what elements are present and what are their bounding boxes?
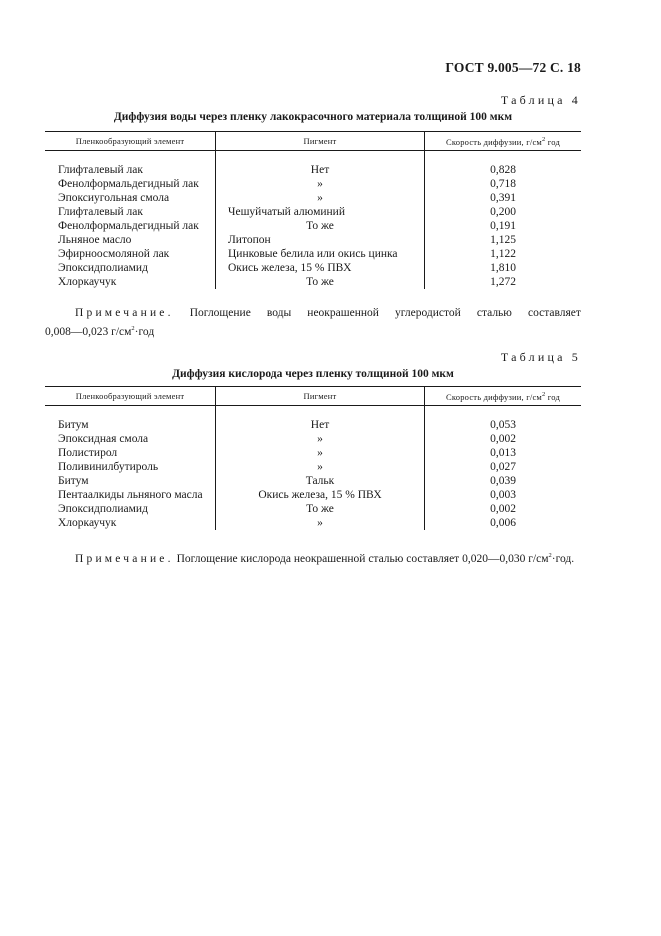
table4-cell-pigment: То же bbox=[216, 275, 425, 289]
table4-cell-rate: 0,828 bbox=[490, 164, 516, 176]
table5-cell-rate: 0,053 bbox=[490, 419, 516, 431]
table-row bbox=[45, 502, 581, 516]
table4-note-line1 bbox=[45, 306, 581, 321]
table5-cell-pigment: » bbox=[216, 460, 425, 474]
table5 bbox=[45, 386, 581, 530]
table-row bbox=[45, 516, 581, 530]
table4-cell-rate: 1,272 bbox=[490, 276, 516, 288]
table5-col-element: Пленкообразующий элемент bbox=[45, 387, 216, 406]
table4-note-line2-exp: 2 bbox=[131, 325, 135, 332]
table5-note-heading: Примечание. bbox=[75, 552, 174, 565]
table-row bbox=[45, 488, 581, 502]
table5-col-rate-suffix: год bbox=[545, 391, 560, 402]
table5-title: Диффузия кислорода через пленку толщиной 100 мкм bbox=[172, 368, 454, 380]
table4-note-word: неокрашенной bbox=[307, 307, 379, 319]
table4-cell-rate: 0,200 bbox=[490, 206, 516, 218]
table4-note-heading: Примечание. bbox=[75, 307, 174, 319]
table4-cell-element: Глифталевый лак bbox=[45, 163, 216, 177]
table5-note-exp: 2 bbox=[548, 552, 552, 559]
table-row bbox=[45, 474, 581, 488]
table4-note-line2-suffix: ·год bbox=[134, 325, 155, 338]
table5-col-pigment: Пигмент bbox=[216, 387, 425, 406]
table4-col-rate-suffix: год bbox=[545, 136, 560, 147]
table-row bbox=[45, 460, 581, 474]
table4-cell-pigment: » bbox=[216, 177, 425, 191]
table5-cell-rate: 0,013 bbox=[490, 447, 516, 459]
table5-note bbox=[45, 548, 581, 567]
table4-cell-rate: 0,391 bbox=[490, 192, 516, 204]
table4-cell-element: Хлоркаучук bbox=[45, 275, 216, 289]
table4-cell-element: Эфирноосмоляной лак bbox=[45, 247, 216, 261]
table4-col-pigment: Пигмент bbox=[216, 132, 425, 151]
table5-col-rate bbox=[425, 387, 582, 406]
table4-col-rate bbox=[425, 132, 582, 151]
table-row bbox=[45, 205, 581, 219]
table5-cell-element: Эпоксидполиамид bbox=[45, 502, 216, 516]
table5-cell-rate: 0,002 bbox=[490, 503, 516, 515]
table4-note-word: углеродистой bbox=[394, 307, 461, 319]
table5-cell-rate: 0,006 bbox=[490, 517, 516, 529]
table5-cell-pigment: То же bbox=[216, 502, 425, 516]
table-row bbox=[45, 418, 581, 432]
table-row bbox=[45, 219, 581, 233]
table4-cell-pigment: Цинковые белила или окись цинка bbox=[216, 247, 425, 261]
table4-cell-element: Эпоксидполиамид bbox=[45, 261, 216, 275]
table5-cell-pigment: Тальк bbox=[216, 474, 425, 488]
table5-label: Таблица 5 bbox=[500, 350, 581, 364]
table5-cell-rate: 0,003 bbox=[490, 489, 516, 501]
table-row bbox=[45, 446, 581, 460]
table-row bbox=[45, 275, 581, 289]
table4-spacer bbox=[45, 151, 581, 164]
table4-cell-element: Фенолформальдегидный лак bbox=[45, 177, 216, 191]
table-row bbox=[45, 261, 581, 275]
table4-cell-rate: 0,718 bbox=[490, 178, 516, 190]
table5-spacer bbox=[45, 406, 581, 419]
table5-col-rate-prefix: Скорость диффузии, г/см bbox=[446, 391, 542, 402]
table-row bbox=[45, 191, 581, 205]
table5-cell-rate: 0,002 bbox=[490, 433, 516, 445]
table5-note-suffix: ·год. bbox=[551, 552, 575, 565]
table4-note-word: Поглощение bbox=[189, 307, 251, 319]
table-row bbox=[45, 177, 581, 191]
table5-cell-pigment: » bbox=[216, 516, 425, 530]
table4-note-word: сталью bbox=[476, 307, 512, 319]
table4-cell-element: Глифталевый лак bbox=[45, 205, 216, 219]
table4-title: Диффузия воды через пленку лакокрасочного материала толщиной 100 мкм bbox=[113, 111, 513, 123]
table5-cell-element: Эпоксидная смола bbox=[45, 432, 216, 446]
table5-cell-pigment: » bbox=[216, 446, 425, 460]
table5-cell-rate: 0,039 bbox=[490, 475, 516, 487]
table4-col-rate-exp: 2 bbox=[542, 135, 546, 143]
table5-cell-element: Битум bbox=[45, 474, 216, 488]
table5-cell-element: Полистирол bbox=[45, 446, 216, 460]
table5-cell-element: Битум bbox=[45, 418, 216, 432]
table4-cell-pigment: Литопон bbox=[216, 233, 425, 247]
table-row bbox=[45, 432, 581, 446]
table4-note-line2 bbox=[45, 321, 581, 340]
table5-cell-element: Поливинилбутироль bbox=[45, 460, 216, 474]
table4-note-line2-prefix: 0,008—0,023 г/см bbox=[45, 325, 132, 338]
table4-cell-element: Эпоксиугольная смола bbox=[45, 191, 216, 205]
table4-cell-element: Фенолформальдегидный лак bbox=[45, 219, 216, 233]
table4-cell-rate: 1,125 bbox=[490, 234, 516, 246]
table5-cell-element: Пентаалкиды льняного масла bbox=[45, 488, 216, 502]
table-row bbox=[45, 163, 581, 177]
table5-col-rate-exp: 2 bbox=[542, 390, 546, 398]
page-header: ГОСТ 9.005—72 С. 18 bbox=[445, 60, 581, 75]
table4-cell-rate: 0,191 bbox=[490, 220, 516, 232]
table-row bbox=[45, 247, 581, 261]
table4-note-word: составляет bbox=[527, 307, 581, 319]
table4-note bbox=[45, 306, 581, 340]
table5-cell-pigment: Нет bbox=[216, 418, 425, 432]
table5-cell-element: Хлоркаучук bbox=[45, 516, 216, 530]
table4-cell-pigment: Нет bbox=[216, 163, 425, 177]
table4-header-row bbox=[45, 132, 581, 151]
table4-cell-pigment: Чешуйчатый алюминий bbox=[216, 205, 425, 219]
table4-cell-rate: 1,810 bbox=[490, 262, 516, 274]
table4-col-rate-prefix: Скорость диффузии, г/см bbox=[446, 136, 542, 147]
table4-cell-pigment: » bbox=[216, 191, 425, 205]
table5-header-row bbox=[45, 387, 581, 406]
table5-cell-pigment: Окись железа, 15 % ПВХ bbox=[216, 488, 425, 502]
table4-cell-rate: 1,122 bbox=[490, 248, 516, 260]
table4-note-word: воды bbox=[266, 307, 292, 319]
table-row bbox=[45, 233, 581, 247]
table4 bbox=[45, 131, 581, 289]
table5-cell-pigment: » bbox=[216, 432, 425, 446]
table5-note-text: Поглощение кислорода неокрашенной сталью составляет 0,020—0,030 г/см bbox=[173, 552, 549, 565]
table4-label: Таблица 4 bbox=[500, 93, 581, 107]
table4-cell-element: Льняное масло bbox=[45, 233, 216, 247]
table4-cell-pigment: То же bbox=[216, 219, 425, 233]
table4-col-element: Пленкообразующий элемент bbox=[45, 132, 216, 151]
table5-cell-rate: 0,027 bbox=[490, 461, 516, 473]
table4-cell-pigment: Окись железа, 15 % ПВХ bbox=[216, 261, 425, 275]
